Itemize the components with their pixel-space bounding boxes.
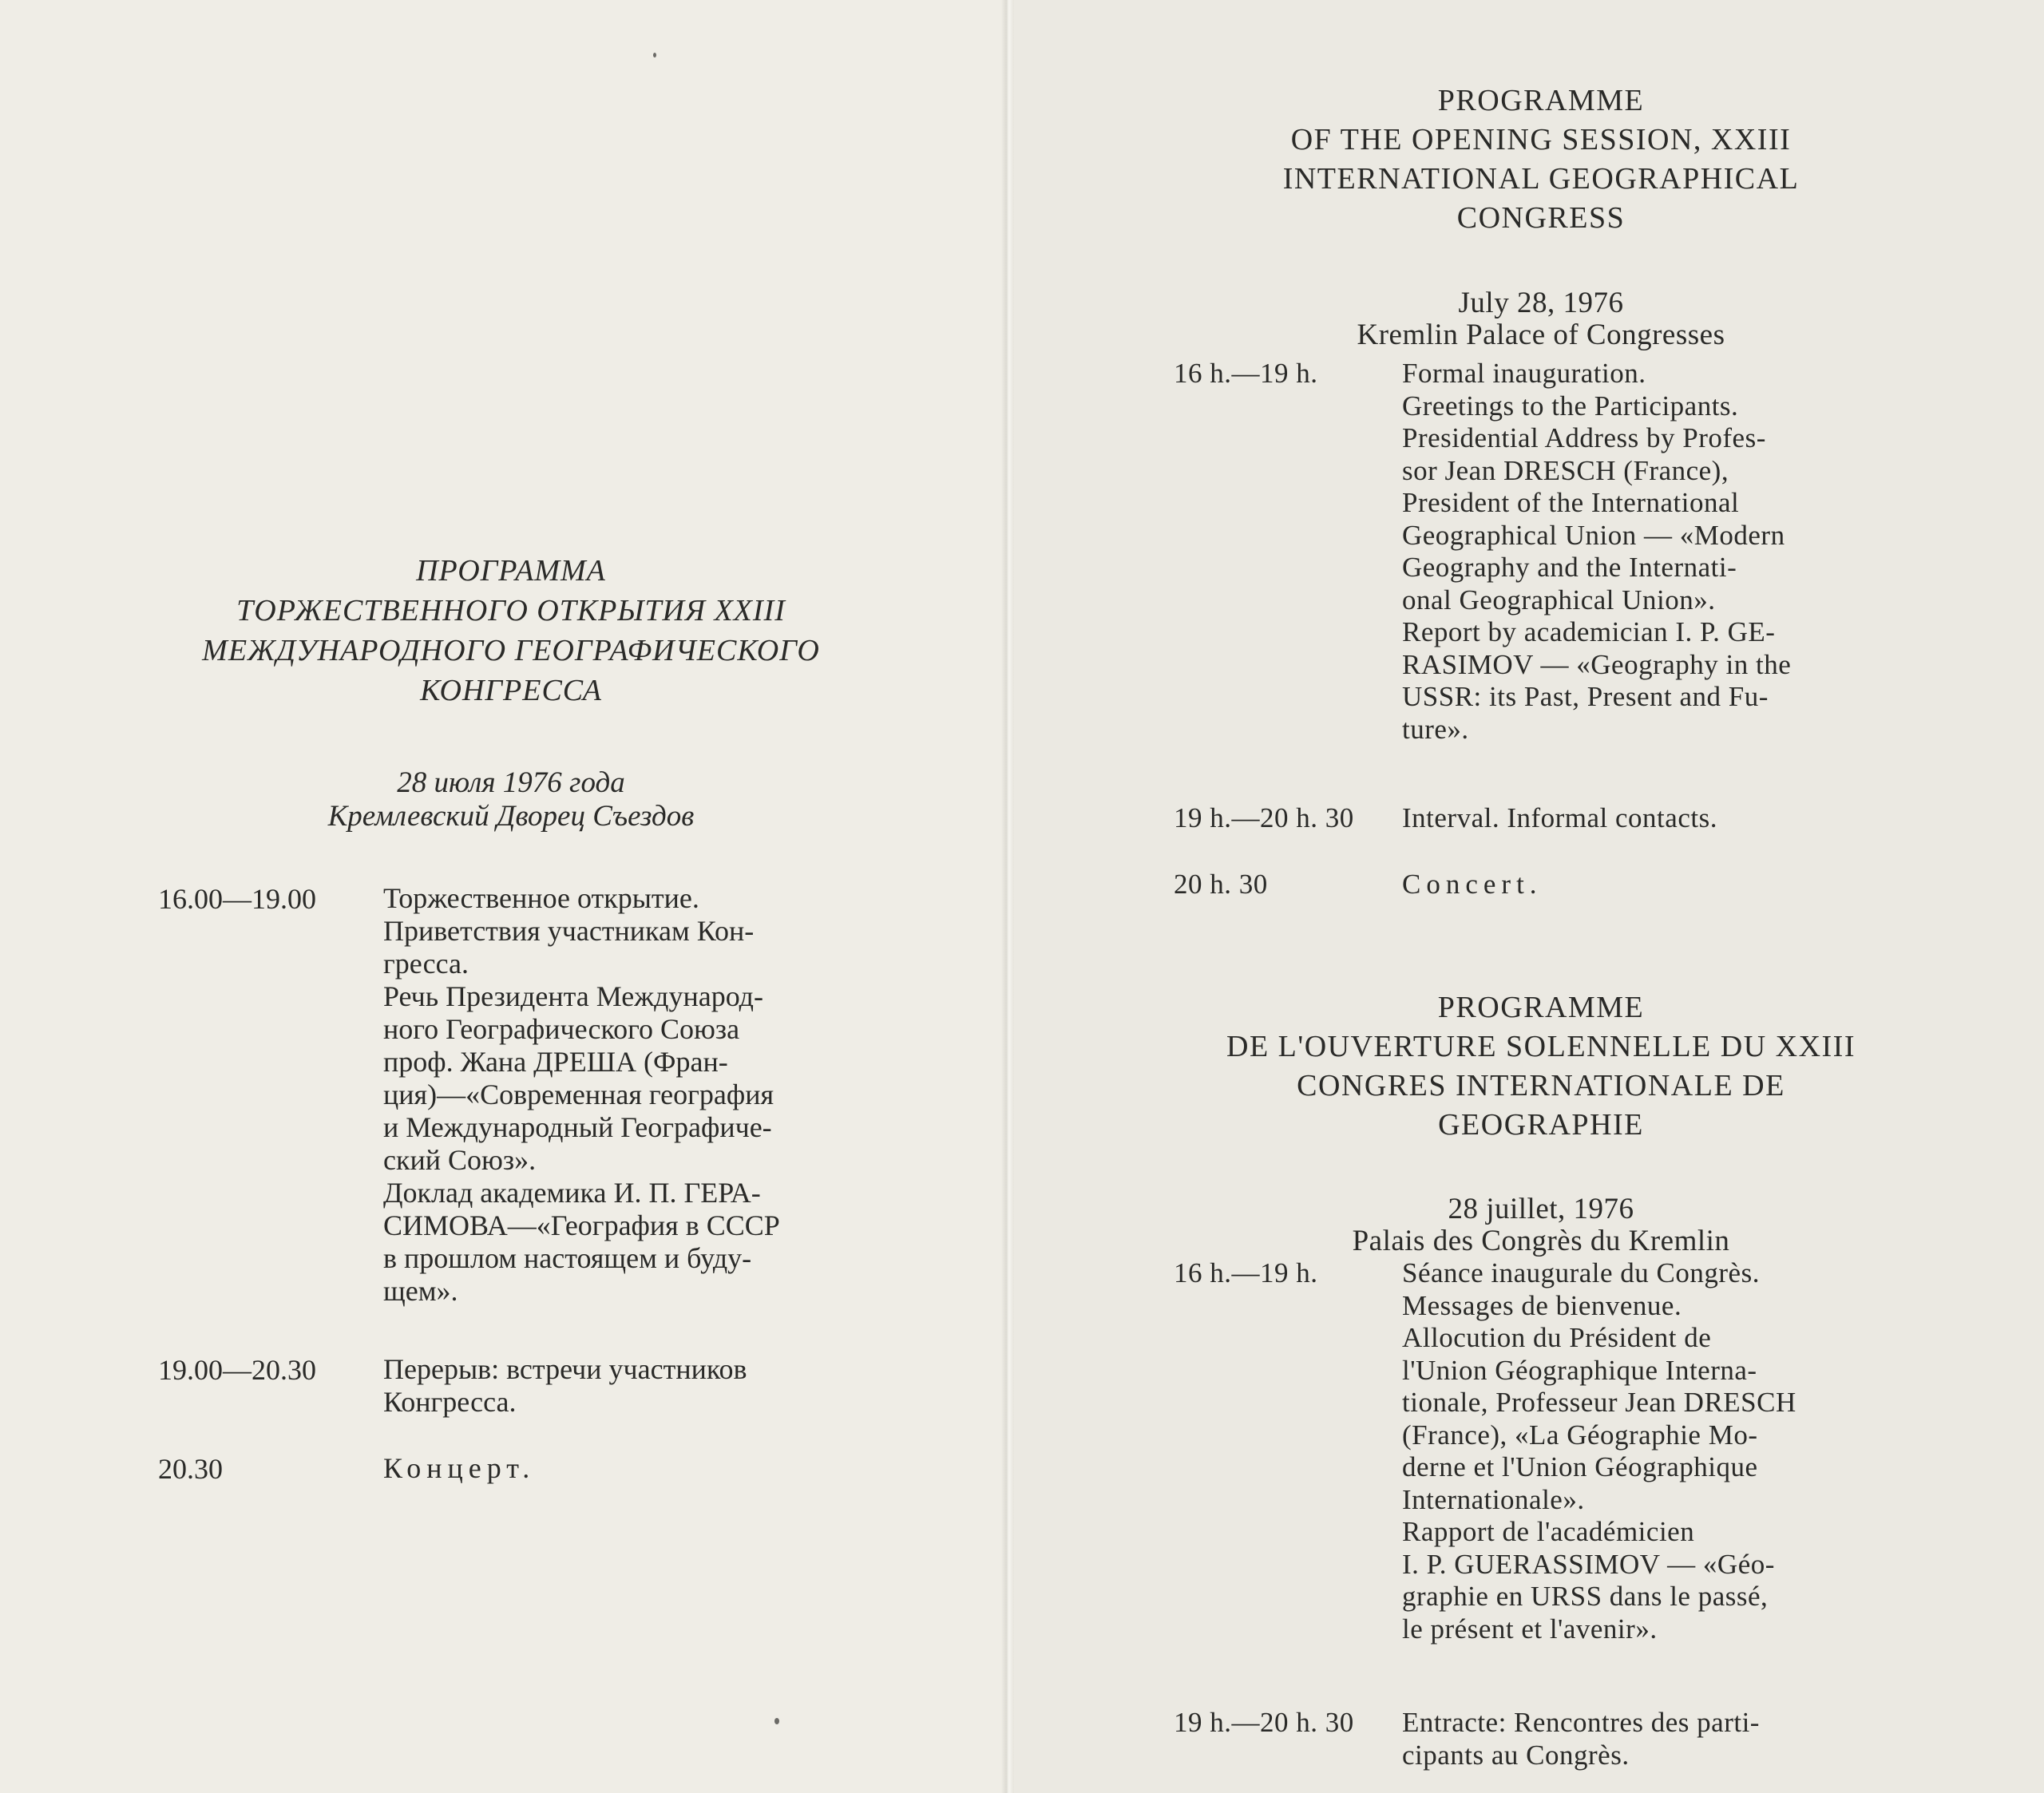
description-line: le présent et l'avenir». bbox=[1402, 1613, 1658, 1645]
french-date-venue bbox=[1158, 1193, 1924, 1257]
description-line: Messages de bienvenue. bbox=[1402, 1289, 1682, 1321]
schedule-time: 16.00—19.00 bbox=[158, 883, 316, 915]
description-line: Concert. bbox=[1402, 869, 1543, 900]
english-venue: Kremlin Palace of Congresses bbox=[1357, 319, 1725, 351]
schedule-row bbox=[158, 882, 862, 1308]
description-line: Greetings to the Participants. bbox=[1402, 390, 1739, 422]
description-line: ский Союз». bbox=[383, 1144, 537, 1176]
description-line: Перерыв: встречи участников bbox=[383, 1353, 747, 1385]
schedule-time: 19 h.—20 h. 30 bbox=[1174, 802, 1354, 833]
schedule-description bbox=[1402, 358, 1881, 746]
french-title bbox=[1158, 988, 1924, 1145]
english-schedule-item bbox=[1174, 802, 1881, 835]
description-line: и Международный Географиче- bbox=[383, 1111, 772, 1143]
description-line: (France), «La Géographie Mo- bbox=[1402, 1419, 1758, 1451]
description-line: Report by academician I. P. GE- bbox=[1402, 616, 1776, 647]
french-title-line: GEOGRAPHIE bbox=[1438, 1108, 1644, 1142]
description-line: l'Union Géographique Interna- bbox=[1402, 1354, 1757, 1386]
french-title-line: CONGRES INTERNATIONALE DE bbox=[1297, 1069, 1785, 1102]
russian-title bbox=[128, 551, 894, 710]
description-line: гресса. bbox=[383, 948, 469, 980]
russian-title-line: КОНГРЕССА bbox=[420, 674, 602, 707]
english-title-line: CONGRESS bbox=[1456, 201, 1626, 235]
description-line: ture». bbox=[1402, 713, 1469, 745]
description-line: Geographical Union — «Modern bbox=[1402, 519, 1785, 551]
description-line: President of the International bbox=[1402, 487, 1740, 518]
description-line: Internationale». bbox=[1402, 1483, 1585, 1515]
schedule-time: 16 h.—19 h. bbox=[1174, 358, 1318, 389]
english-schedule-item bbox=[1174, 869, 1881, 901]
russian-date: 28 июля 1976 года bbox=[397, 766, 625, 799]
french-schedule-item bbox=[1174, 1257, 1881, 1645]
description-line: Séance inaugurale du Congrès. bbox=[1402, 1257, 1760, 1288]
schedule-description bbox=[1402, 1257, 1881, 1645]
french-date: 28 juillet, 1976 bbox=[1448, 1193, 1634, 1225]
description-line: cipants au Congrès. bbox=[1402, 1739, 1630, 1771]
description-line: Речь Президента Международ- bbox=[383, 980, 763, 1012]
schedule-row bbox=[1174, 1707, 1881, 1771]
description-line: sor Jean DRESCH (France), bbox=[1402, 454, 1729, 486]
description-line: onal Geographical Union». bbox=[1402, 584, 1716, 615]
description-line: Formal inauguration. bbox=[1402, 358, 1646, 389]
description-line: Доклад академика И. П. ГЕРА- bbox=[383, 1177, 761, 1209]
schedule-description bbox=[1402, 869, 1881, 901]
schedule-description bbox=[1402, 1707, 1881, 1771]
description-line: derne et l'Union Géographique bbox=[1402, 1451, 1758, 1482]
description-line: I. P. GUERASSIMOV — «Géo- bbox=[1402, 1548, 1775, 1580]
schedule-time: 16 h.—19 h. bbox=[1174, 1257, 1318, 1288]
french-title-line: PROGRAMME bbox=[1437, 991, 1645, 1024]
description-line: RASIMOV — «Geography in the bbox=[1402, 648, 1792, 680]
schedule-row bbox=[158, 1452, 862, 1486]
schedule-row bbox=[1174, 1257, 1881, 1645]
description-line: USSR: its Past, Present and Fu- bbox=[1402, 681, 1769, 712]
description-line: tionale, Professeur Jean DRESCH bbox=[1402, 1387, 1796, 1418]
schedule-time: 19.00—20.30 bbox=[158, 1354, 316, 1386]
english-schedule-item bbox=[1174, 358, 1881, 746]
description-line: Приветствия участникам Кон- bbox=[383, 915, 755, 947]
description-line: graphie en URSS dans le passé, bbox=[1402, 1581, 1769, 1612]
description-line: проф. Жана ДРЕША (Фран- bbox=[383, 1046, 728, 1078]
french-venue: Palais des Congrès du Kremlin bbox=[1352, 1225, 1730, 1257]
schedule-time: 20.30 bbox=[158, 1453, 223, 1485]
description-line: Entracte: Rencontres des parti- bbox=[1402, 1707, 1760, 1738]
description-line: Allocution du Président de bbox=[1402, 1322, 1712, 1353]
schedule-time: 19 h.—20 h. 30 bbox=[1174, 1707, 1354, 1738]
russian-title-line: МЕЖДУНАРОДНОГО ГЕОГРАФИЧЕСКОГО bbox=[202, 634, 820, 667]
russian-title-line: ТОРЖЕСТВЕННОГО ОТКРЫТИЯ XXIII bbox=[236, 594, 786, 627]
paper-speck bbox=[774, 1718, 779, 1724]
english-date: July 28, 1976 bbox=[1458, 287, 1624, 319]
schedule-row bbox=[1174, 802, 1881, 835]
schedule-time: 20 h. 30 bbox=[1174, 869, 1268, 900]
schedule-row bbox=[158, 1353, 862, 1419]
description-line: Торжественное открытие. bbox=[383, 882, 699, 914]
english-title-line: OF THE OPENING SESSION, XXIII bbox=[1290, 123, 1792, 156]
english-title-line: INTERNATIONAL GEOGRAPHICAL bbox=[1282, 162, 1800, 196]
description-line: в прошлом настоящем и буду- bbox=[383, 1242, 752, 1274]
english-date-venue bbox=[1158, 287, 1924, 351]
french-schedule-item bbox=[1174, 1707, 1881, 1771]
description-line: Interval. Informal contacts. bbox=[1402, 802, 1717, 833]
description-line: Presidential Address by Profes- bbox=[1402, 422, 1766, 453]
schedule-row bbox=[1174, 869, 1881, 901]
description-line: ного Географического Союза bbox=[383, 1013, 740, 1045]
description-line: Концерт. bbox=[383, 1452, 536, 1484]
description-line: Конгресса. bbox=[383, 1386, 517, 1418]
french-title-line: DE L'OUVERTURE SOLENNELLE DU XXIII bbox=[1226, 1030, 1856, 1063]
description-line: СИМОВА—«География в СССР bbox=[383, 1209, 780, 1241]
paper-speck bbox=[653, 53, 656, 57]
english-title bbox=[1158, 81, 1924, 238]
russian-schedule bbox=[158, 882, 862, 1486]
english-title-line: PROGRAMME bbox=[1437, 84, 1645, 117]
page-fold bbox=[1001, 0, 1014, 1793]
schedule-description bbox=[383, 1452, 862, 1486]
schedule-description bbox=[383, 882, 862, 1308]
russian-venue: Кремлевский Дворец Съездов bbox=[327, 800, 695, 833]
description-line: Rapport de l'académicien bbox=[1402, 1516, 1695, 1547]
schedule-description bbox=[383, 1353, 862, 1419]
description-line: ция)—«Современная география bbox=[383, 1079, 774, 1110]
description-line: щем». bbox=[383, 1275, 458, 1307]
description-line: Geography and the Internati- bbox=[1402, 552, 1737, 583]
schedule-description bbox=[1402, 802, 1881, 835]
russian-title-line: ПРОГРАММА bbox=[416, 554, 606, 588]
russian-date-venue bbox=[128, 766, 894, 833]
schedule-row bbox=[1174, 358, 1881, 746]
